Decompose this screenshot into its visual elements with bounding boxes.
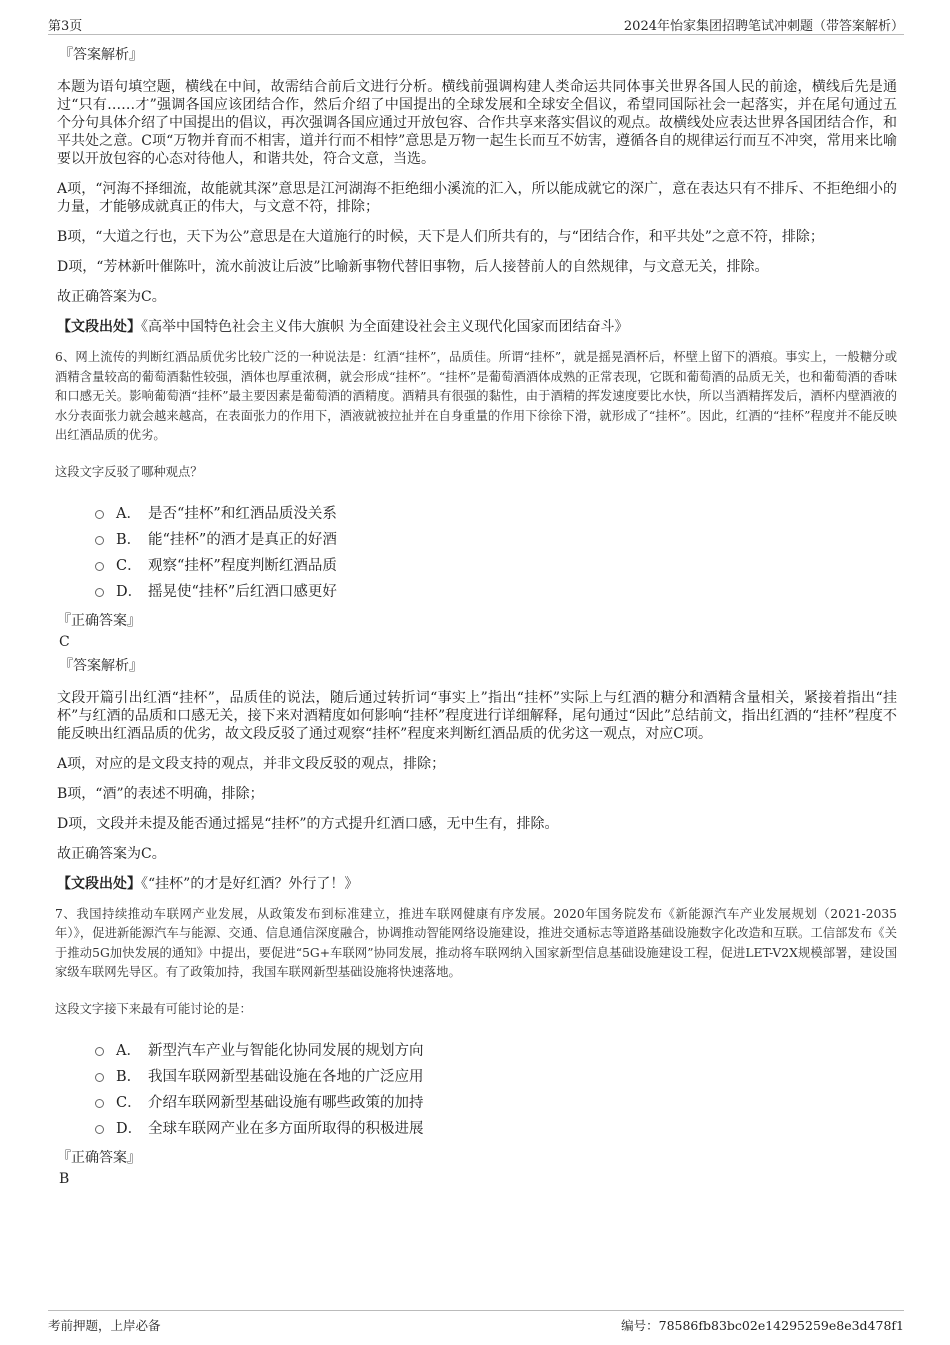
q6-option-d[interactable] <box>95 578 897 604</box>
option-letter: C． <box>116 558 142 574</box>
q7-answer-label: 『正确答案』 <box>57 1149 141 1166</box>
q5-analysis-paragraph: D项，“芳林新叶催陈叶，流水前波让后波”比喻新事物代替旧事物，后人接替前人的自然规律，与文意无关，排除。 <box>57 259 769 275</box>
option-text: 观察“挂杯”程度判断红酒品质 <box>148 558 337 574</box>
q7-option-c[interactable] <box>95 1089 897 1115</box>
radio-icon[interactable] <box>95 510 104 519</box>
document-body <box>57 42 897 1194</box>
q6-answer: C <box>59 633 70 650</box>
option-text: 摇晃使“挂杯”后红酒口感更好 <box>148 584 337 600</box>
q6-source-text: 《“挂杯”的才是好红酒？外行了！》 <box>141 875 359 892</box>
q6-option-c[interactable] <box>95 552 897 578</box>
q6-option-a[interactable] <box>95 500 897 526</box>
q7-options <box>95 1037 897 1141</box>
option-letter: D． <box>116 584 143 600</box>
q7-prompt: 这段文字接下来最有可能讨论的是： <box>55 1001 252 1016</box>
q6-options <box>95 500 897 604</box>
option-text: 新型汽车产业与智能化协同发展的规划方向 <box>148 1043 424 1059</box>
q6-prompt: 这段文字反驳了哪种观点？ <box>55 464 203 479</box>
q5-source-label: 【文段出处】 <box>57 319 141 335</box>
option-text: 能“挂杯”的酒才是真正的好酒 <box>148 532 337 548</box>
option-text: 介绍车联网新型基础设施有哪些政策的加持 <box>148 1095 424 1111</box>
q6-option-b[interactable] <box>95 526 897 552</box>
q7-answer: B <box>59 1170 70 1187</box>
q7-question: 7、我国持续推动车联网产业发展，从政策发布到标准建立，推进车联网健康有序发展。2020年国务院发布《新能源汽车产业发展规划（2021-2035年）》，促进新能源汽车与能源、交通、信息通信深度融合，协调推动智能网络设施建设，推进交通标志等道路基础设施数字化改造和互联。工信部发布《关于推动5G加快发展的通知》中提出，要促进“5G+车联网”协同发展，推动将车联网纳入国家新型信息基础设施建设工程，促进LET-V2X规模部署，建设国家级车联网先导区。有了政策加持，我国车联网新型基础设施将快速落地。 <box>55 906 897 979</box>
q6-analysis-paragraph: 文段开篇引出红酒“挂杯”，品质佳的说法，随后通过转折词“事实上”指出“挂杯”实际上与红酒的糖分和酒精含量相关，紧接着指出“挂杯”与红酒的品质和口感无关，接下来对酒精度如何影响“挂杯”程度进行详细解释，尾句通过“因此”总结前文，指出红酒的“挂杯”程度不能反映出红酒品质的优劣，故文段反驳了通过观察“挂杯”程度来判断红酒品质的优劣这一观点，对应C项。 <box>57 689 897 742</box>
q5-source <box>57 318 897 336</box>
radio-icon[interactable] <box>95 536 104 545</box>
q7-option-a[interactable] <box>95 1037 897 1063</box>
q5-analysis-paragraph: 本题为语句填空题，横线在中间，故需结合前后文进行分析。横线前强调构建人类命运共同体事关世界各国人民的前途，横线后先是通过“只有……才”强调各国应该团结合作，然后介绍了中国提出的全球发展和全球安全倡议，希望同国际社会一起落实，并在尾句通过五个分句具体介绍了中国提出的倡议，再次强调各国应通过开放包容、合作共享来落实倡议的观点。故横线处应表达世界各国团结合作，和平共处之意。C项“万物并育而不相害，道并行而不相悖”意思是万物一起生长而互不妨害，遵循各自的规律运行而互不冲突，常用来比喻要以开放包容的心态对待他人，和谐共处，符合文意，当选。 <box>57 79 897 167</box>
q6-question: 6、网上流传的判断红酒品质优劣比较广泛的一种说法是：红酒“挂杯”，品质佳。所谓“挂杯”，就是摇晃酒杯后，杯壁上留下的酒痕。事实上，一般糖分或酒精含量较高的葡萄酒黏性较强，酒体也厚重浓稠，就会形成“挂杯”。“挂杯”是葡萄酒酒体成熟的正常表现，它既和葡萄酒的品质无关，也和葡萄酒的香味和口感无关。影响葡萄酒“挂杯”最主要因素是葡萄酒的酒精度。酒精具有很强的黏性，由于酒精的挥发速度要比水快，所以当酒精挥发后，酒杯内壁酒液的水分表面张力就会越来越高，在表面张力的作用下，酒液就被拉扯并在自身重量的作用下徐徐下滑，就形成了“挂杯”。因此，红酒的“挂杯”程度并不能反映出红酒品质的优劣。 <box>55 350 897 442</box>
footer-slogan: 考前押题，上岸必备 <box>48 1318 161 1333</box>
q6-analysis-paragraph: A项，对应的是文段支持的观点，并非文段反驳的观点，排除； <box>57 755 446 772</box>
q6-analysis-paragraph: B项，“酒”的表述不明确，排除； <box>57 785 264 802</box>
radio-icon[interactable] <box>95 1099 104 1108</box>
option-letter: A． <box>116 506 141 522</box>
document-code: 编号：78586fb83bc02e14295259e8e3d478f1 <box>621 1318 904 1333</box>
option-letter: B． <box>116 532 142 548</box>
q6-answer-label: 『正确答案』 <box>57 612 141 629</box>
option-letter: B． <box>116 1069 142 1085</box>
radio-icon[interactable] <box>95 562 104 571</box>
q5-analysis-paragraph: A项，“河海不择细流，故能就其深”意思是江河湖海不拒绝细小溪流的汇入，所以能成就它的深广，意在表达只有不排斥、不拒绝细小的力量，才能够成就真正的伟大，与文意不符，排除； <box>57 181 897 215</box>
q7-option-d[interactable] <box>95 1115 897 1141</box>
page-footer <box>48 1310 904 1333</box>
radio-icon[interactable] <box>95 1047 104 1056</box>
q5-source-text: 《高举中国特色社会主义伟大旗帜 为全面建设社会主义现代化国家而团结奋斗》 <box>141 319 629 335</box>
option-text: 全球车联网产业在多方面所取得的积极进展 <box>148 1121 424 1137</box>
radio-icon[interactable] <box>95 588 104 597</box>
option-letter: D． <box>116 1121 143 1137</box>
option-text: 我国车联网新型基础设施在各地的广泛应用 <box>148 1069 424 1085</box>
page-header <box>48 12 904 35</box>
q6-analysis-paragraph: D项，文段并未提及能否通过摇晃“挂杯”的方式提升红酒口感，无中生有，排除。 <box>57 815 559 832</box>
q7-option-b[interactable] <box>95 1063 897 1089</box>
option-text: 是否“挂杯”和红酒品质没关系 <box>148 506 337 522</box>
q5-analysis-paragraph: 故正确答案为C。 <box>57 289 166 305</box>
q5-analysis-label: 『答案解析』 <box>59 47 143 63</box>
q6-analysis-paragraph: 故正确答案为C。 <box>57 845 166 862</box>
q5-analysis-paragraph: B项，“大道之行也，天下为公”意思是在大道施行的时候，天下是人们所共有的，与“团结合作，和平共处”之意不符，排除； <box>57 229 824 245</box>
document-title: 2024年怡家集团招聘笔试冲刺题（带答案解析） <box>623 19 904 34</box>
option-letter: C． <box>116 1095 142 1111</box>
page-number: 第3页 <box>48 19 83 34</box>
option-letter: A． <box>116 1043 141 1059</box>
q6-analysis-label: 『答案解析』 <box>59 657 143 674</box>
radio-icon[interactable] <box>95 1073 104 1082</box>
q6-source <box>57 875 897 893</box>
q6-source-label: 【文段出处】 <box>57 875 141 892</box>
radio-icon[interactable] <box>95 1125 104 1134</box>
